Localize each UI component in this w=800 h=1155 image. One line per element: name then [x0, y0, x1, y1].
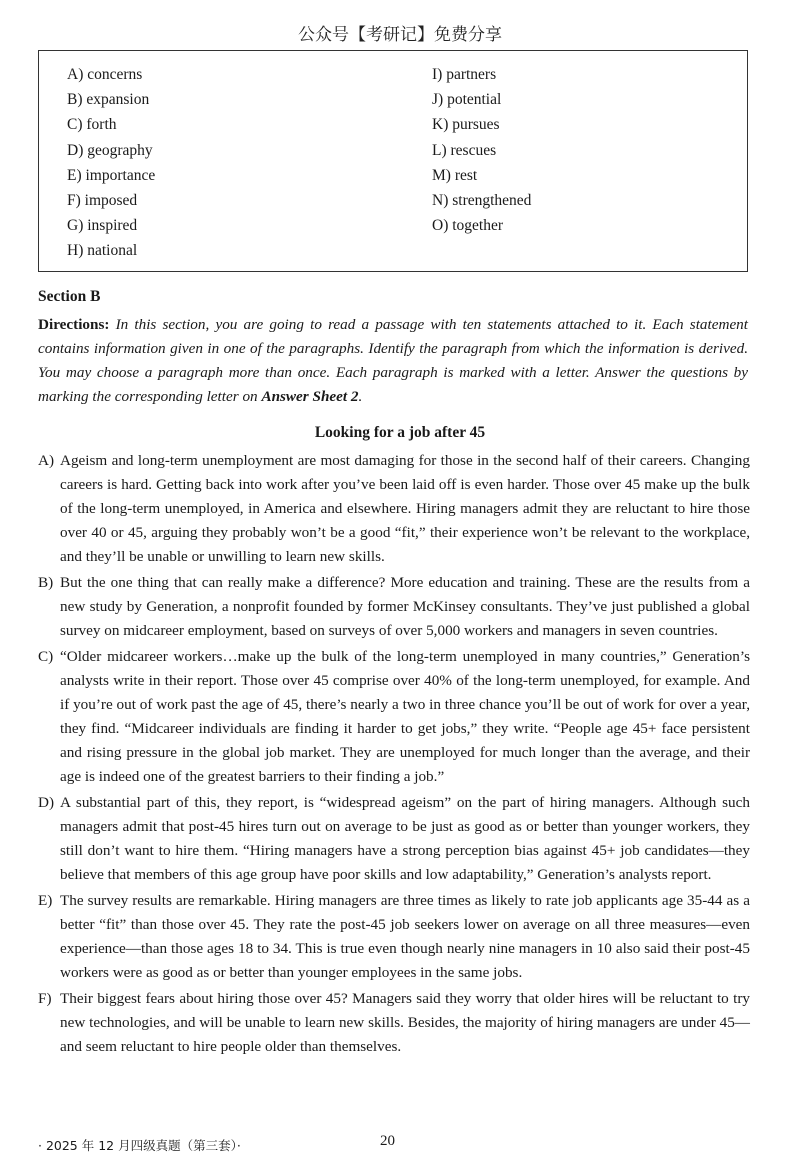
section-title: Section B: [38, 288, 101, 305]
paragraph-letter: A): [38, 452, 55, 469]
page-number: 20: [380, 1133, 395, 1149]
passage-title: Looking for a job after 45: [314, 424, 486, 441]
paragraph-f: [38, 987, 750, 1059]
word-option: J) potential: [432, 91, 502, 109]
word-option: D) geography: [67, 141, 153, 159]
paragraph-d: [38, 791, 750, 887]
word-bank-right-column: [432, 62, 531, 238]
word-option: N) strengthened: [432, 191, 532, 209]
word-option: K) pursues: [432, 116, 500, 134]
paragraph-text: Ageism and long-term unemployment are most damaging for those in the second half of their careers. Changing careers is hard. Getting back into work after you’ve been laid off is even harder. Those over 45 make up the bulk of the long-term unemployed, in America and elsewhere. Hiring managers admit they are reluctant to hire those over 40 or 45, arguing they probably won’t be a good “fit,” their experience won’t be relevant to the workplace, and they’ll be unable or unwilling to learn new skills.: [60, 452, 750, 565]
footer-exam-label: · 2025 年 12 月四级真题（第三套）·: [38, 1138, 241, 1153]
word-option: I) partners: [432, 66, 497, 83]
paragraph-letter: E): [38, 892, 53, 909]
directions-label: Directions:: [38, 316, 110, 333]
word-option: G) inspired: [67, 217, 138, 235]
word-bank-left-column: [67, 62, 155, 264]
paragraph-letter: D): [38, 794, 55, 811]
word-option: A) concerns: [67, 66, 143, 83]
paragraph-text: “Older midcareer workers…make up the bulk of the long-term unemployed in many countries,” Generation’s analysts write in their report. Those over 45 comprise over 40% of the long-term unemployed, for example. And if you’re out of work past the age of 45, there’s nearly a two in three chance you’ll be out of work for over a year, they find. “Midcareer individuals are finding it harder to get jobs,” they write. “People age 45+ face persistent and rising pressure in the global job market. They are unemployed for much longer than the average, and their age is indeed one of the greatest barriers to their finding a job.”: [60, 648, 750, 785]
directions-period: .: [358, 388, 363, 405]
paragraph-c: [38, 645, 750, 789]
answer-sheet-label: Answer Sheet 2: [261, 388, 359, 405]
paragraph-letter: F): [38, 990, 52, 1007]
word-option: O) together: [432, 217, 504, 235]
paragraph-text: Their biggest fears about hiring those over 45? Managers said they worry that older hires will be reluctant to try new technologies, and will be unable to learn new skills. Besides, the majority of hiring managers are under 45—and seem reluctant to hire people older than themselves.: [60, 990, 750, 1055]
directions: [38, 313, 748, 409]
page-header: 公众号【考研记】免费分享: [298, 25, 502, 45]
word-option: M) rest: [432, 166, 478, 184]
word-option: C) forth: [67, 116, 117, 134]
paragraph-text: But the one thing that can really make a difference? More education and training. These are the results from a new study by Generation, a nonprofit founded by former McKinsey consultants. They’ve just published a global survey on midcareer employment, based on surveys of over 5,000 workers and managers in seven countries.: [60, 574, 750, 639]
word-option: E) importance: [67, 166, 156, 184]
word-bank-box: [38, 50, 748, 272]
passage-body: [38, 449, 750, 1061]
paragraph-e: [38, 889, 750, 985]
word-option: F) imposed: [67, 191, 138, 209]
paragraph-text: A substantial part of this, they report, is “widespread ageism” on the part of hiring managers. Although such managers admit that post-45 hires turn out on average to be just as good as or better than younger workers, they still don’t want to hire them. “Hiring managers have a strong perception bias against 45+ job candidates—they believe that members of this age group have poor skills and low adaptability,” Generation’s analysts report.: [60, 794, 750, 883]
paragraph-a: [38, 449, 750, 569]
word-option: L) rescues: [432, 141, 497, 159]
paragraph-text: The survey results are remarkable. Hiring managers are three times as likely to rate job applicants age 35-44 as a better “fit” than those over 45. They rate the post-45 job seekers lower on average on all three measures—even experience—than those ages 18 to 34. This is true even though nearly nine managers in 10 also said their post-45 workers were as good as or better than younger employees in the same jobs.: [60, 892, 750, 981]
directions-text: In this section, you are going to read a passage with ten statements attached to it. Each statement contains information given in one of the paragraphs. Identify the paragraph from which the information is derived. You may choose a paragraph more than once. Each paragraph is marked with a letter. Answer the questions by marking the corresponding letter on: [38, 316, 748, 405]
word-option: B) expansion: [67, 91, 150, 109]
paragraph-b: [38, 571, 750, 643]
word-option: H) national: [67, 242, 138, 260]
paragraph-letter: C): [38, 648, 54, 665]
paragraph-letter: B): [38, 574, 54, 591]
